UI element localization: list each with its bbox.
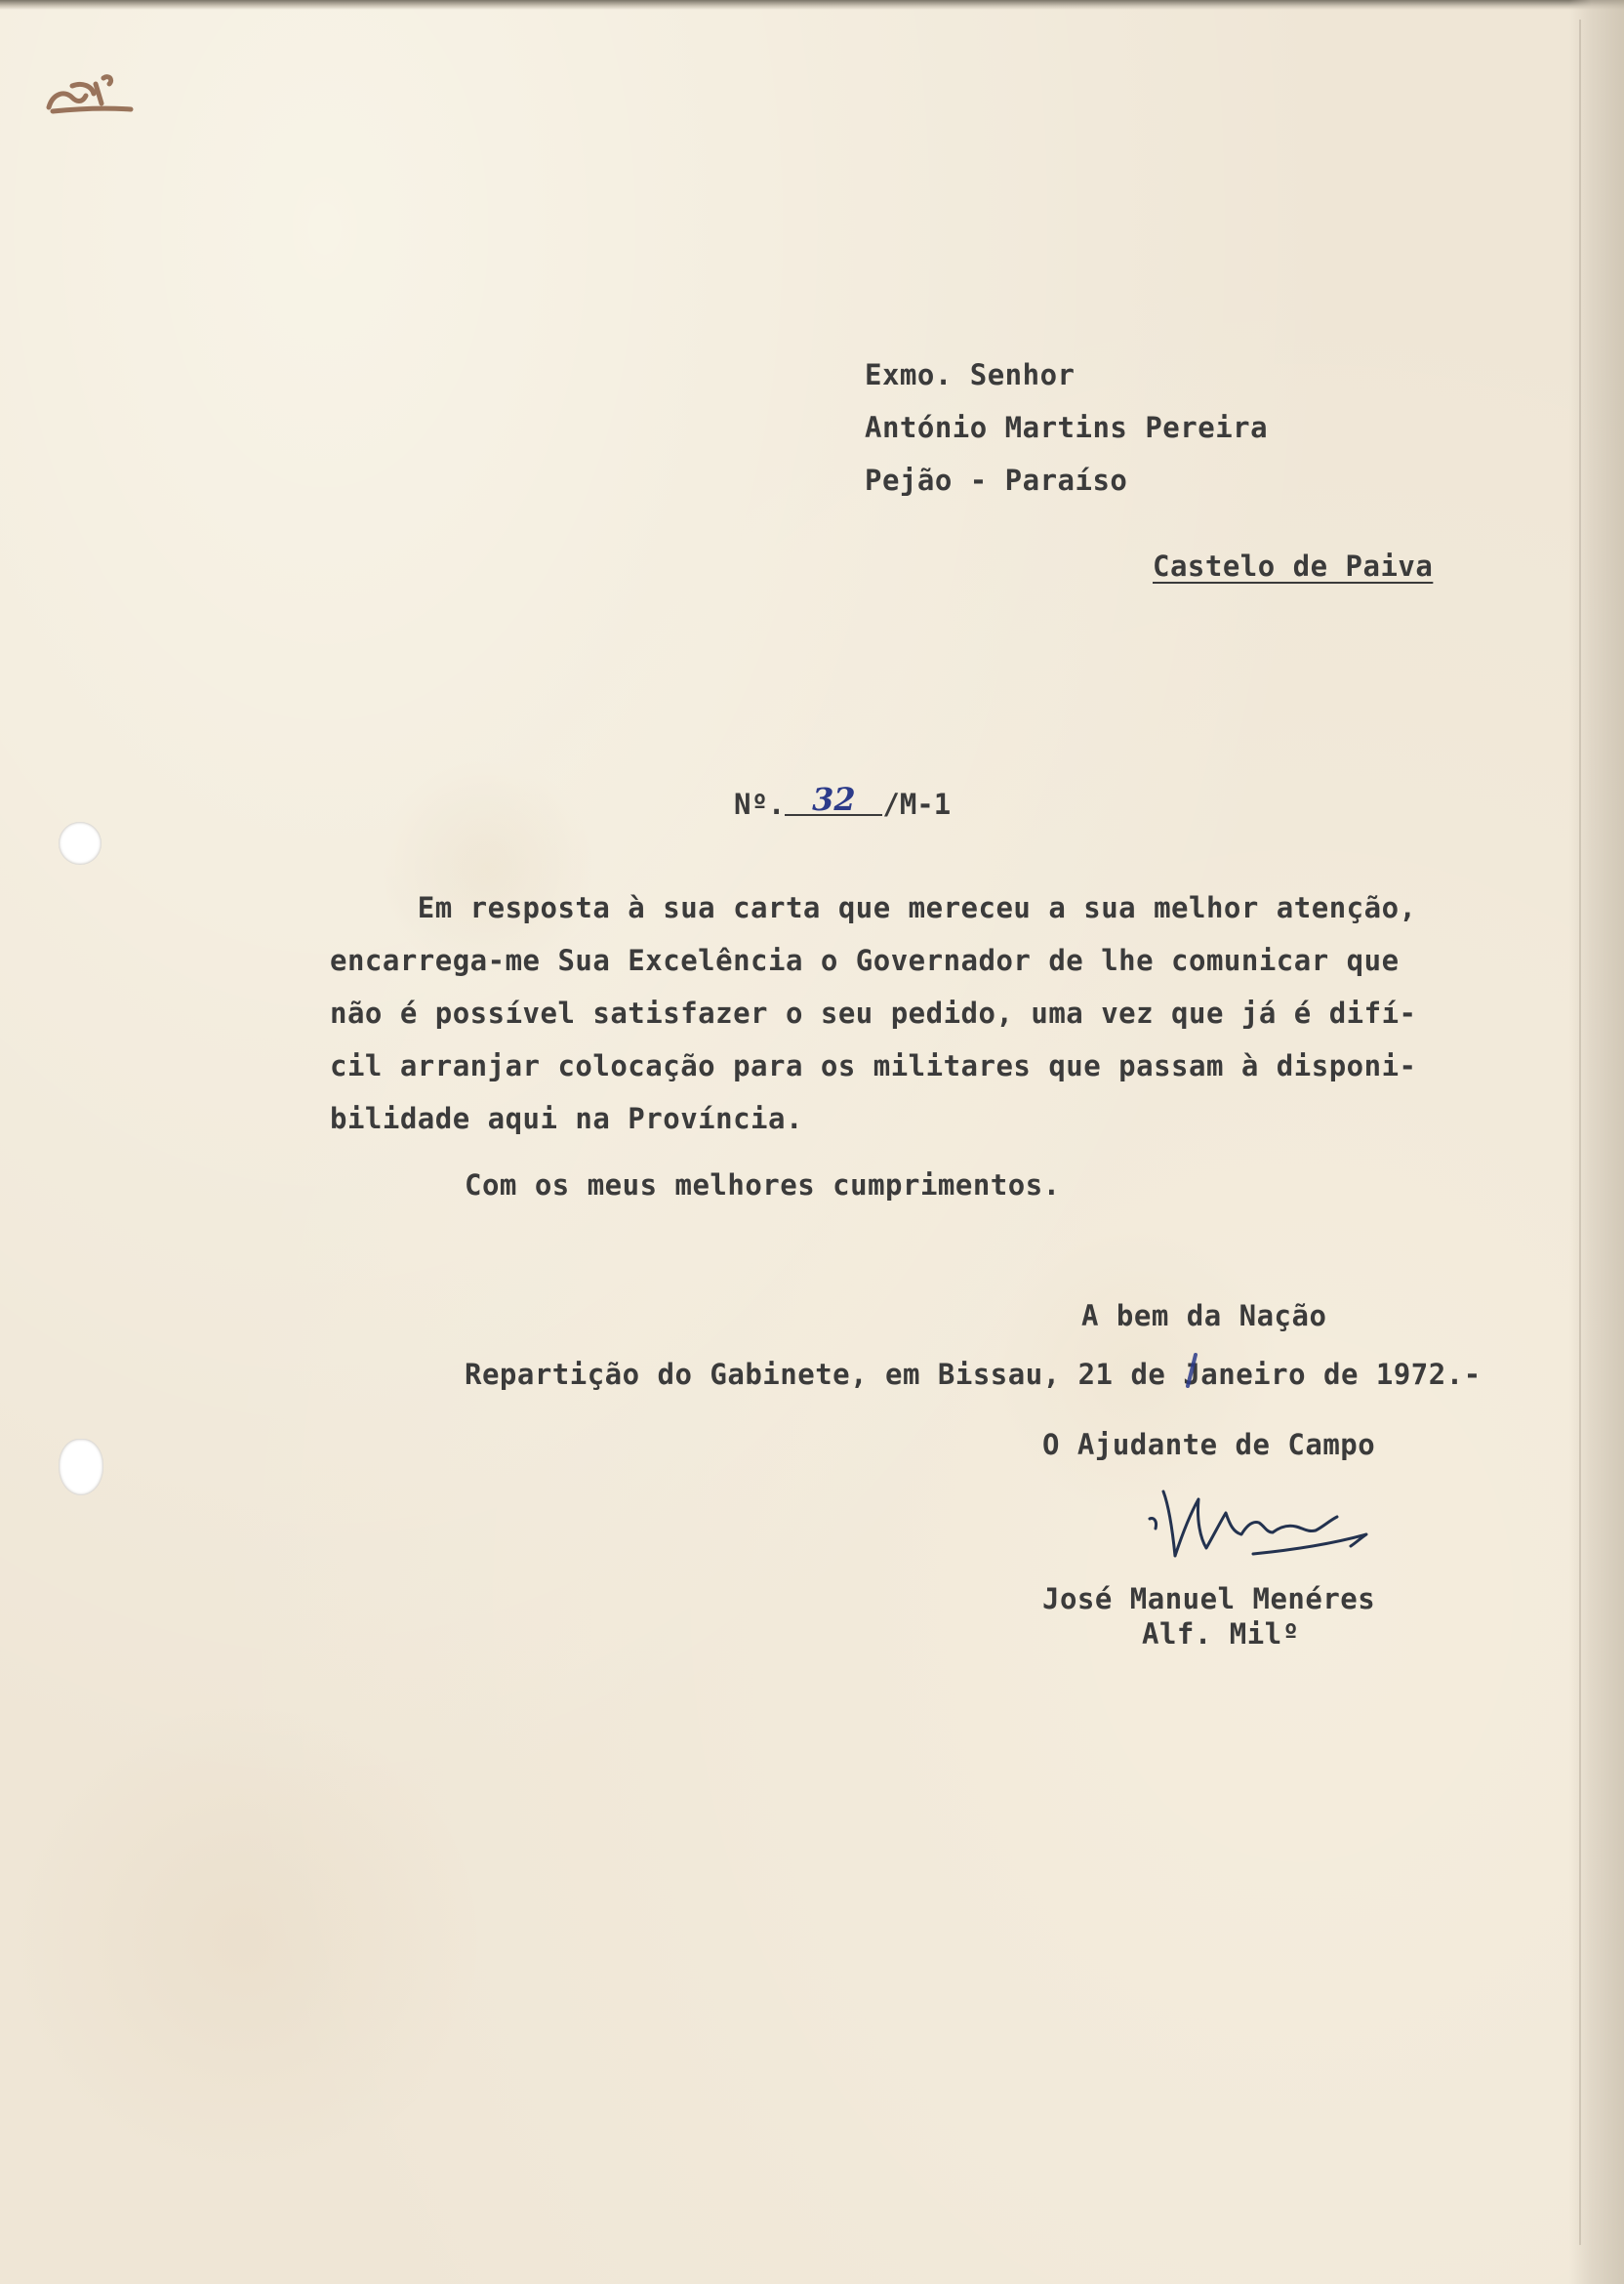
- body-line-4: cil arranjar colocação para os militares que passam à disponi-: [330, 1049, 1417, 1082]
- reference-number: 32: [785, 785, 882, 816]
- motto-line: A bem da Nação: [1081, 1299, 1327, 1332]
- signatory-role: O Ajudante de Campo: [1042, 1428, 1376, 1461]
- body-line-3: não é possível satisfazer o seu pedido, uma vez que já é difí-: [330, 997, 1417, 1030]
- recipient-salutation: Exmo. Senhor: [865, 358, 1076, 391]
- handwritten-signature-icon: [1136, 1478, 1382, 1571]
- corner-stamp-mark-icon: [43, 64, 137, 123]
- scan-top-edge: [0, 0, 1624, 10]
- body-line-5: bilidade aqui na Província.: [330, 1102, 803, 1135]
- reference-suffix: /M-1: [882, 788, 952, 821]
- punch-hole-bottom: [59, 1439, 103, 1495]
- reference-prefix: Nº.: [734, 788, 786, 821]
- recipient-address: Pejão - Paraíso: [865, 464, 1128, 497]
- closing-line: Com os meus melhores cumprimentos.: [465, 1168, 1061, 1202]
- signatory-rank: Alf. Milº: [1142, 1617, 1300, 1651]
- recipient-name: António Martins Pereira: [865, 411, 1269, 444]
- paper-right-edge: [1569, 0, 1624, 2284]
- reference-line: [734, 781, 952, 822]
- body-line-1: Em resposta à sua carta que mereceu a sua melhor atenção,: [330, 891, 1417, 924]
- recipient-city: Castelo de Paiva: [1153, 550, 1434, 583]
- handwritten-day-correction-icon: [1178, 1351, 1207, 1390]
- signatory-name: José Manuel Menéres: [1042, 1582, 1376, 1615]
- place-date-line: Repartição do Gabinete, em Bissau, 21 de Janeiro de 1972.-: [465, 1358, 1482, 1391]
- punch-hole-top: [59, 822, 102, 865]
- body-line-2: encarrega-me Sua Excelência o Governador de lhe comunicar que: [330, 944, 1400, 977]
